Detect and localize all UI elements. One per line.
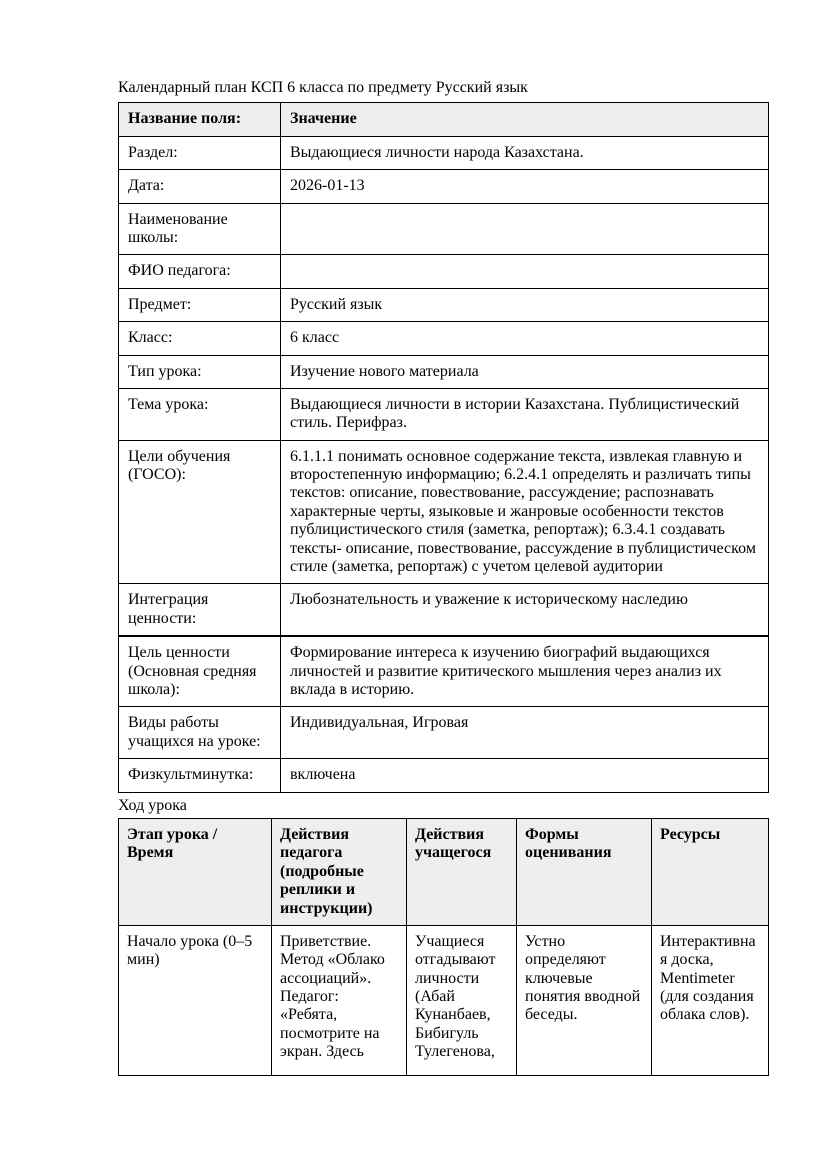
lesson-stage-row [119, 925, 769, 1075]
field-value [281, 255, 769, 288]
field-value: Русский язык [281, 288, 769, 321]
field-value: включена [281, 759, 769, 792]
field-label: Тип урока: [119, 355, 281, 388]
info-table-header-row [119, 103, 769, 136]
table-row-teacher-name [119, 255, 769, 288]
field-value: Любознательность и уважение к историческому наследию [281, 584, 769, 636]
field-value: 6 класс [281, 322, 769, 355]
column-header-teacher-actions: Действия педагога (подробные реплики и инструкции) [272, 818, 407, 925]
lesson-course-table [118, 818, 769, 1076]
teacher-actions-cell: Приветствие. Метод «Облако ассоциаций». Педагог: «Ребята, посмотрите на экран. Здесь [272, 925, 407, 1075]
field-label: Предмет: [119, 288, 281, 321]
field-label: Цели обучения (ГОСО): [119, 440, 281, 584]
field-value: Выдающиеся личности в истории Казахстана. Публицистический стиль. Перифраз. [281, 388, 769, 440]
field-label: Раздел: [119, 136, 281, 169]
field-value: Выдающиеся личности народа Казахстана. [281, 136, 769, 169]
field-value: Формирование интереса к изучению биографий выдающихся личностей и развитие критического мышления через анализ их вклада в историю. [281, 636, 769, 707]
field-label: Тема урока: [119, 388, 281, 440]
table-row-values-goal [119, 636, 769, 707]
table-row-work-types [119, 707, 769, 759]
table-row-class [119, 322, 769, 355]
lesson-course-section-label: Ход урока [118, 796, 187, 814]
column-header-value: Значение [281, 103, 769, 136]
field-label: Физкультминутка: [119, 759, 281, 792]
table-row-phys-minute [119, 759, 769, 792]
column-header-field-name: Название поля: [119, 103, 281, 136]
field-value: Изучение нового материала [281, 355, 769, 388]
table-row-data [119, 170, 769, 203]
field-label: ФИО педагога: [119, 255, 281, 288]
column-header-resources: Ресурсы [652, 818, 769, 925]
field-value: 2026-01-13 [281, 170, 769, 203]
document-title: Календарный план КСП 6 класса по предмету Русский язык [118, 79, 528, 96]
table-row-subject [119, 288, 769, 321]
table-row-school-name [119, 203, 769, 255]
field-label: Виды работы учащихся на уроке: [119, 707, 281, 759]
field-label: Наименование школы: [119, 203, 281, 255]
field-label: Дата: [119, 170, 281, 203]
field-label: Интеграция ценности: [119, 584, 281, 636]
resources-cell: Интерактивная доска, Mentimeter (для создания облака слов). [652, 925, 769, 1075]
field-value: Индивидуальная, Игровая [281, 707, 769, 759]
table-row-lesson-topic [119, 388, 769, 440]
table-row-razdel [119, 136, 769, 169]
student-actions-cell: Учащиеся отгадывают личности (Абай Кунанбаев, Бибигуль Тулегенова, [407, 925, 517, 1075]
stage-time-cell: Начало урока (0–5 мин) [119, 925, 272, 1075]
field-value [281, 203, 769, 255]
field-label: Цель ценности (Основная средняя школа): [119, 636, 281, 707]
field-label: Класс: [119, 322, 281, 355]
table-row-learning-goals [119, 440, 769, 584]
assessment-forms-cell: Устно определяют ключевые понятия вводной беседы. [517, 925, 652, 1075]
field-value: 6.1.1.1 понимать основное содержание текста, извлекая главную и второстепенную информацию; 6.2.4.1 определять и различать типы текстов: описание, повествование, рассуждение; распознавать характерные черты, языковые и жанровые особенности текстов публицистического стиля (заметка, репортаж); 6.3.4.1 создавать тексты- описание, повествование, рассуждение в публицистическом стиле (заметка, репортаж) с учетом целевой аудитории [281, 440, 769, 584]
column-header-stage-time: Этап урока / Время [119, 818, 272, 925]
lesson-info-table [118, 102, 769, 792]
table-row-values-integration [119, 584, 769, 636]
table-row-lesson-type [119, 355, 769, 388]
lesson-table-header-row [119, 818, 769, 925]
column-header-student-actions: Действия учащегося [407, 818, 517, 925]
column-header-assessment-forms: Формы оценивания [517, 818, 652, 925]
